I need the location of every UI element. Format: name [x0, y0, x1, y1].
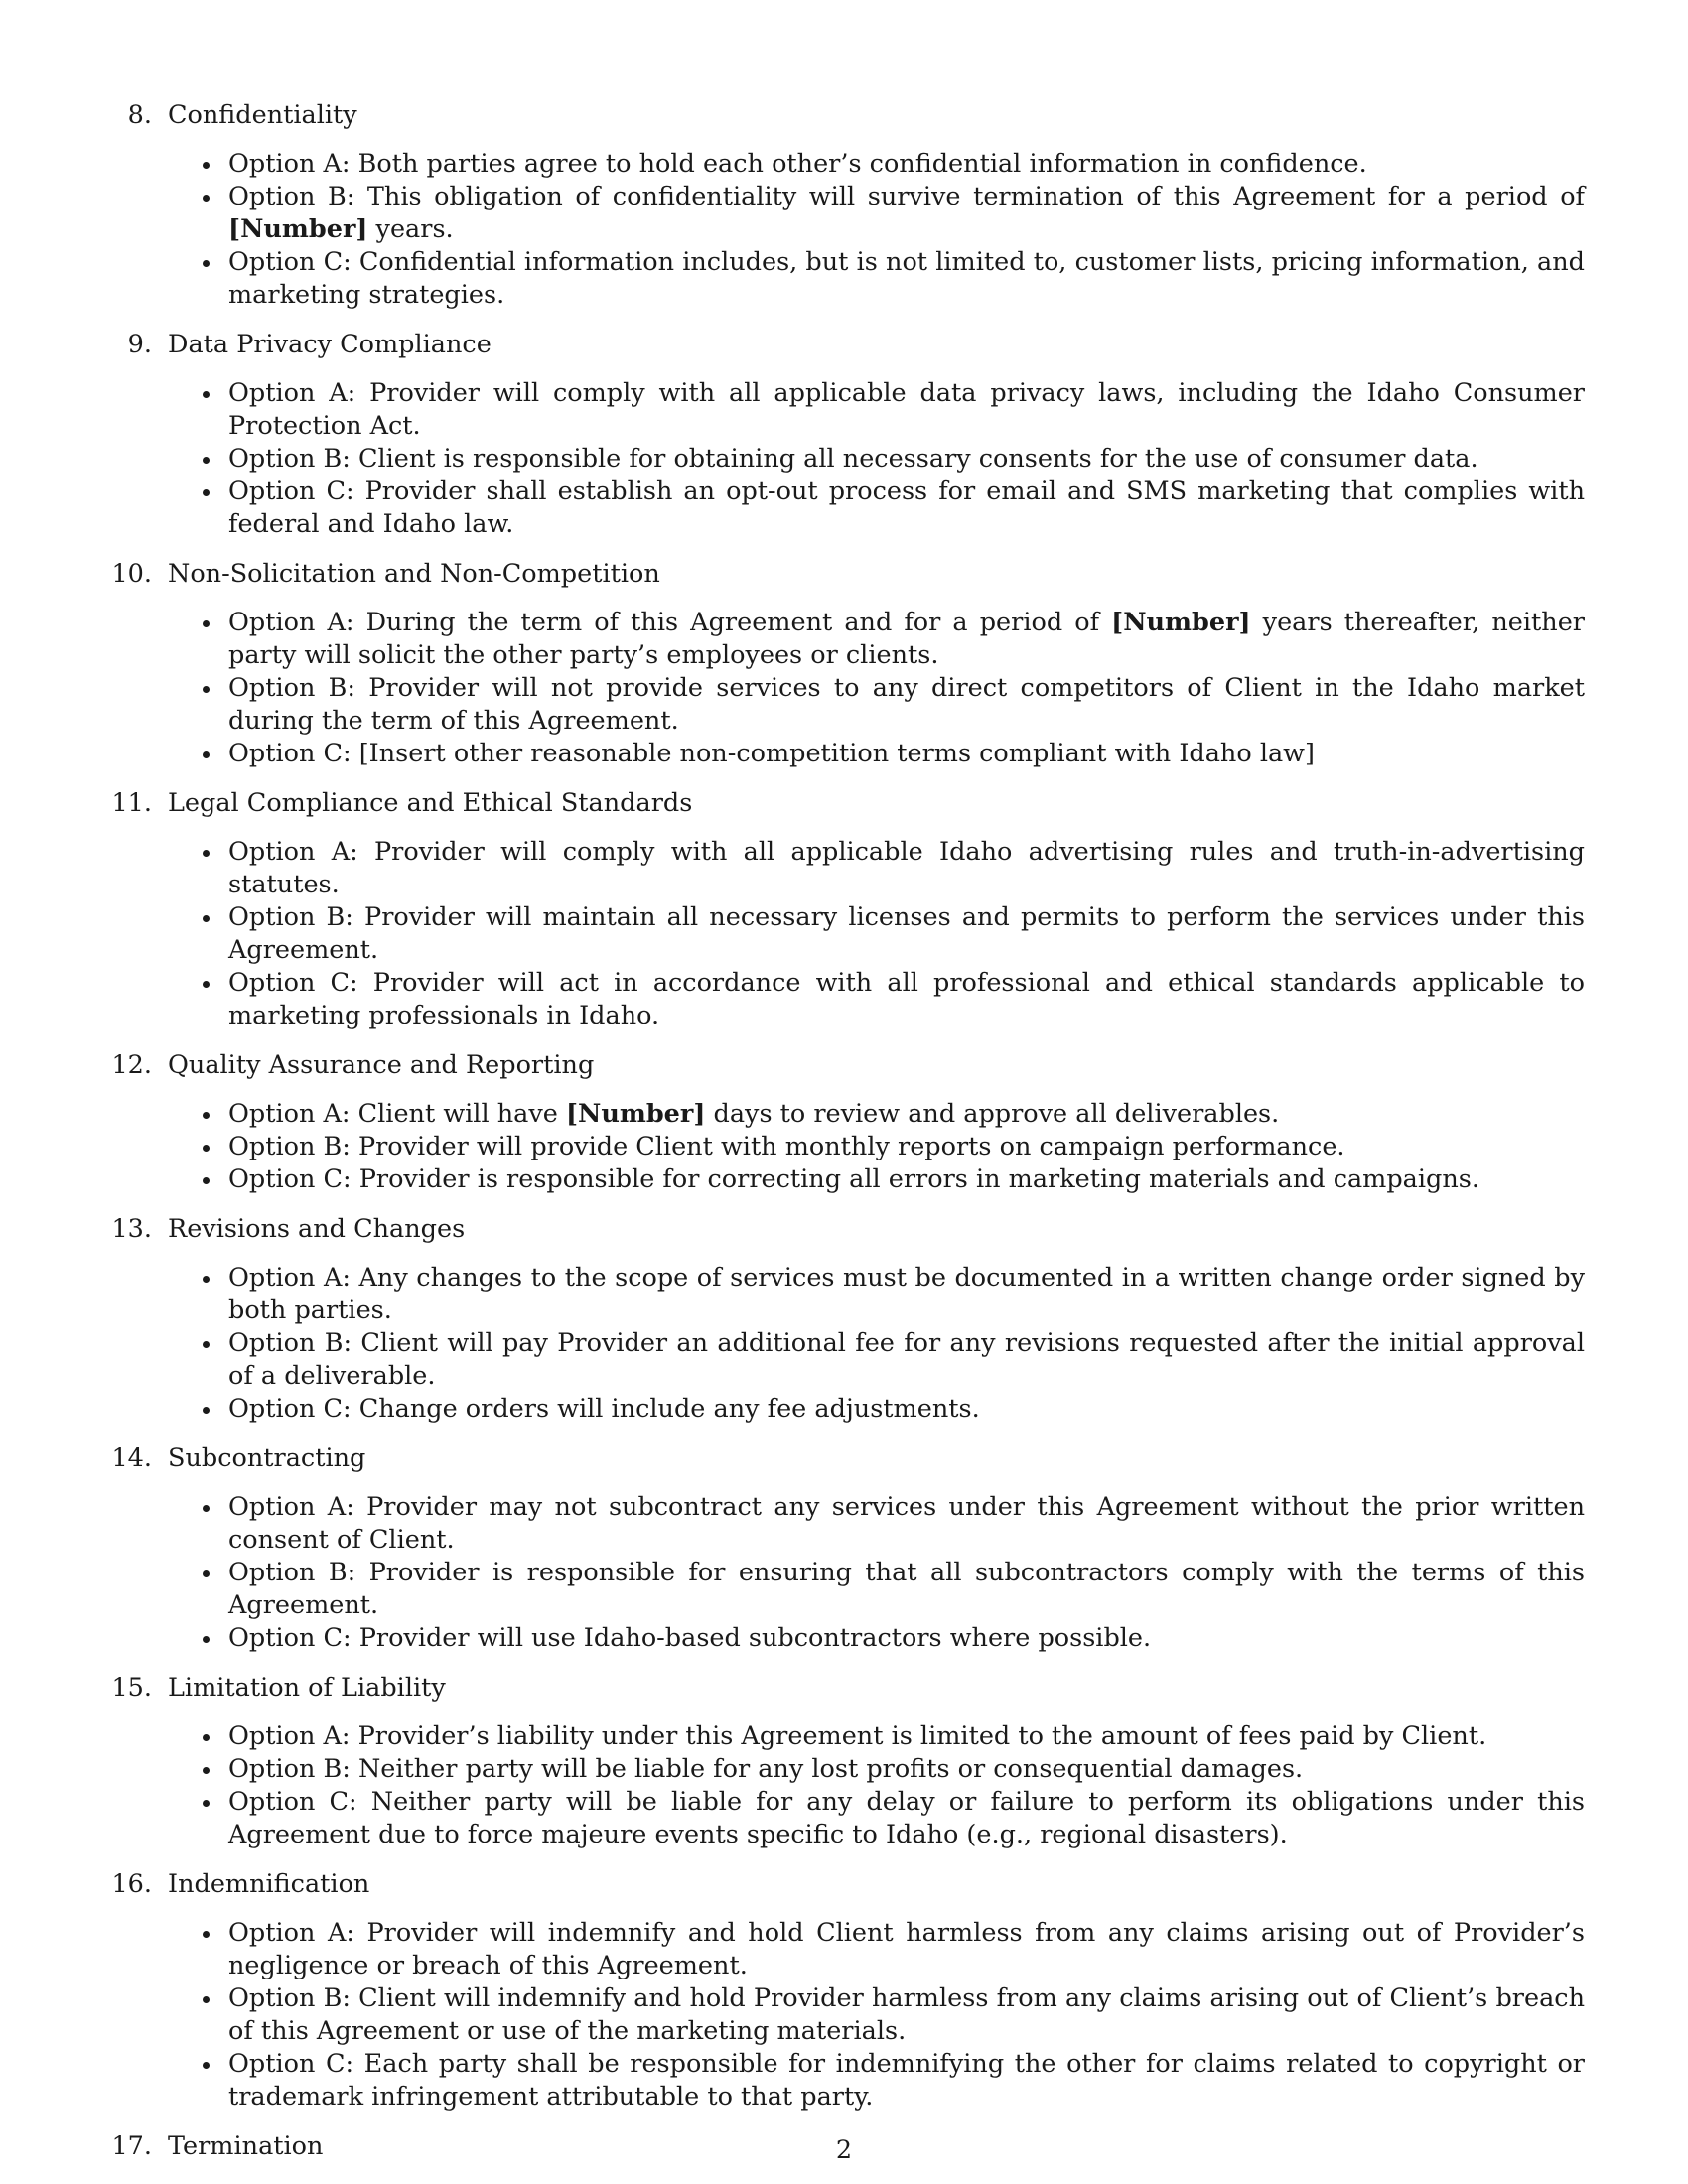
- clause-section: [0, 1672, 1688, 1851]
- clause-title: Confidentiality: [168, 100, 357, 130]
- option-text: Option A: Both parties agree to hold each other’s confidential information in confidence.: [228, 149, 1367, 179]
- option-item: [0, 836, 1585, 901]
- option-text: Option A: Provider will indemnify and hold Client harmless from any claims arising out of Provider’s negligence or breach of this Agreement.: [228, 1918, 1585, 1980]
- option-list: [0, 607, 1688, 770]
- option-text: Option B: This obligation of confidentiality will survive termination of this Agreement for a period of: [228, 182, 1585, 211]
- option-list: [0, 1720, 1688, 1851]
- clause-heading: [0, 1442, 1688, 1474]
- option-list: [0, 1917, 1688, 2114]
- option-item: [0, 1753, 1585, 1786]
- clause-title: Limitation of Liability: [168, 1673, 446, 1703]
- option-item: [0, 738, 1585, 770]
- option-item: [0, 1917, 1585, 1982]
- clause-number: 11.: [111, 788, 152, 818]
- option-item: [0, 1491, 1585, 1557]
- page-number: 2: [835, 2135, 853, 2165]
- option-item: [0, 1393, 1585, 1426]
- option-text: Option B: Client is responsible for obtaining all necessary consents for the use of consumer data.: [228, 444, 1478, 474]
- option-text: Option A: Provider will comply with all applicable Idaho advertising rules and truth-in-advertising statutes.: [228, 837, 1585, 899]
- option-text: Option C: Provider will use Idaho-based subcontractors where possible.: [228, 1623, 1152, 1653]
- option-item: [0, 1163, 1585, 1196]
- clause-section: [0, 1868, 1688, 2114]
- option-text: Option C: Provider shall establish an opt-out process for email and SMS marketing that complies with federal and Idaho law.: [228, 477, 1585, 539]
- option-text: Option B: Provider will not provide services to any direct competitors of Client in the Idaho market during the term of this Agreement.: [228, 673, 1585, 736]
- option-text: Option B: Client will pay Provider an additional fee for any revisions requested after the initial approval of a deliverable.: [228, 1328, 1585, 1391]
- option-text: years thereafter, neither party will solicit the other party’s employees or clients.: [228, 608, 1585, 670]
- option-list: [0, 377, 1688, 541]
- option-text: Option A: Provider’s liability under this Agreement is limited to the amount of fees paid by Client.: [228, 1721, 1487, 1751]
- clause-section: [0, 1442, 1688, 1655]
- clause-section: [0, 1213, 1688, 1426]
- option-item: [0, 148, 1585, 181]
- option-item: [0, 443, 1585, 476]
- option-text: Option C: Neither party will be liable for any delay or failure to perform its obligations under this Agreement due to force majeure events specific to Idaho (e.g., regional disasters).: [228, 1787, 1585, 1849]
- placeholder-field: [Number]: [565, 1099, 706, 1129]
- clause-heading: [0, 329, 1688, 360]
- clause-heading: [0, 1868, 1688, 1900]
- clause-heading: [0, 558, 1688, 590]
- option-list: [0, 1491, 1688, 1655]
- option-text: Option C: Each party shall be responsible for indemnifying the other for claims related to copyright or trademark infringement attributable to that party.: [228, 2049, 1585, 2112]
- clause-number: 16.: [111, 1869, 152, 1899]
- clause-title: Subcontracting: [168, 1443, 366, 1473]
- option-item: [0, 1622, 1585, 1655]
- clause-number: 12.: [111, 1050, 152, 1080]
- placeholder-field: [Number]: [1111, 608, 1251, 637]
- clause-section: [0, 99, 1688, 312]
- option-item: [0, 1327, 1585, 1393]
- clause-title: Non-Solicitation and Non-Competition: [168, 559, 660, 589]
- option-list: [0, 1262, 1688, 1426]
- option-text: Option C: [Insert other reasonable non-competition terms compliant with Idaho law]: [228, 739, 1315, 768]
- option-text: days to review and approve all deliverables.: [705, 1099, 1280, 1129]
- clause-number: 9.: [127, 330, 152, 359]
- option-text: Option B: Provider is responsible for ensuring that all subcontractors comply with the terms of this Agreement.: [228, 1558, 1585, 1620]
- option-text: Option C: Provider will act in accordance with all professional and ethical standards applicable to marketing professionals in Idaho.: [228, 968, 1585, 1030]
- option-text: Option A: During the term of this Agreement and for a period of: [228, 608, 1112, 637]
- option-text: years.: [367, 214, 454, 244]
- option-item: [0, 607, 1585, 672]
- clause-number: 17.: [111, 2131, 152, 2161]
- clause-heading: [0, 99, 1688, 131]
- clause-section: [0, 558, 1688, 770]
- option-item: [0, 181, 1585, 246]
- option-item: [0, 672, 1585, 738]
- option-item: [0, 1786, 1585, 1851]
- clause-title: Termination: [168, 2131, 324, 2161]
- option-item: [0, 246, 1585, 312]
- option-text: Option A: Client will have: [228, 1099, 566, 1129]
- option-list: [0, 1098, 1688, 1196]
- option-item: [0, 1982, 1585, 2048]
- option-list: [0, 836, 1688, 1032]
- option-item: [0, 377, 1585, 443]
- option-item: [0, 2048, 1585, 2114]
- option-text: Option B: Provider will provide Client with monthly reports on campaign performance.: [228, 1132, 1345, 1161]
- option-text: Option A: Any changes to the scope of services must be documented in a written change order signed by both parties.: [228, 1263, 1585, 1325]
- option-text: Option C: Confidential information includes, but is not limited to, customer lists, pricing information, and marketing strategies.: [228, 247, 1585, 310]
- option-text: Option B: Provider will maintain all necessary licenses and permits to perform the services under this Agreement.: [228, 902, 1585, 965]
- clause-number: 13.: [111, 1214, 152, 1244]
- clause-section: [0, 1049, 1688, 1196]
- option-item: [0, 1262, 1585, 1327]
- clause-title: Data Privacy Compliance: [168, 330, 492, 359]
- option-text: Option B: Neither party will be liable for any lost profits or consequential damages.: [228, 1754, 1304, 1784]
- option-text: Option C: Change orders will include any fee adjustments.: [228, 1394, 980, 1424]
- option-item: [0, 901, 1585, 967]
- clause-title: Indemnification: [168, 1869, 370, 1899]
- option-item: [0, 1131, 1585, 1163]
- option-text: Option A: Provider may not subcontract any services under this Agreement without the prior written consent of Client.: [228, 1492, 1585, 1555]
- clause-heading: [0, 1213, 1688, 1245]
- placeholder-field: [Number]: [228, 214, 368, 244]
- clause-title: Legal Compliance and Ethical Standards: [168, 788, 693, 818]
- clause-heading: [0, 1049, 1688, 1081]
- clause-number: 14.: [111, 1443, 152, 1473]
- clause-number: 10.: [111, 559, 152, 589]
- clause-title: Quality Assurance and Reporting: [168, 1050, 595, 1080]
- option-text: Option A: Provider will comply with all applicable data privacy laws, including the Idaho Consumer Protection Act.: [228, 378, 1585, 441]
- clause-section: [0, 329, 1688, 541]
- clause-heading: [0, 1672, 1688, 1704]
- option-item: [0, 1720, 1585, 1753]
- clause-section: [0, 787, 1688, 1032]
- option-text: Option B: Client will indemnify and hold Provider harmless from any claims arising out of Client’s breach of this Agreement or use of the marketing materials.: [228, 1983, 1585, 2046]
- option-list: [0, 148, 1688, 312]
- clause-number: 8.: [127, 100, 152, 130]
- clause-list: [0, 99, 1688, 2179]
- option-text: Option C: Provider is responsible for correcting all errors in marketing materials and campaigns.: [228, 1164, 1479, 1194]
- clause-heading: [0, 787, 1688, 819]
- clause-title: Revisions and Changes: [168, 1214, 466, 1244]
- option-item: [0, 1098, 1585, 1131]
- option-item: [0, 967, 1585, 1032]
- option-item: [0, 476, 1585, 541]
- option-item: [0, 1557, 1585, 1622]
- clause-number: 15.: [111, 1673, 152, 1703]
